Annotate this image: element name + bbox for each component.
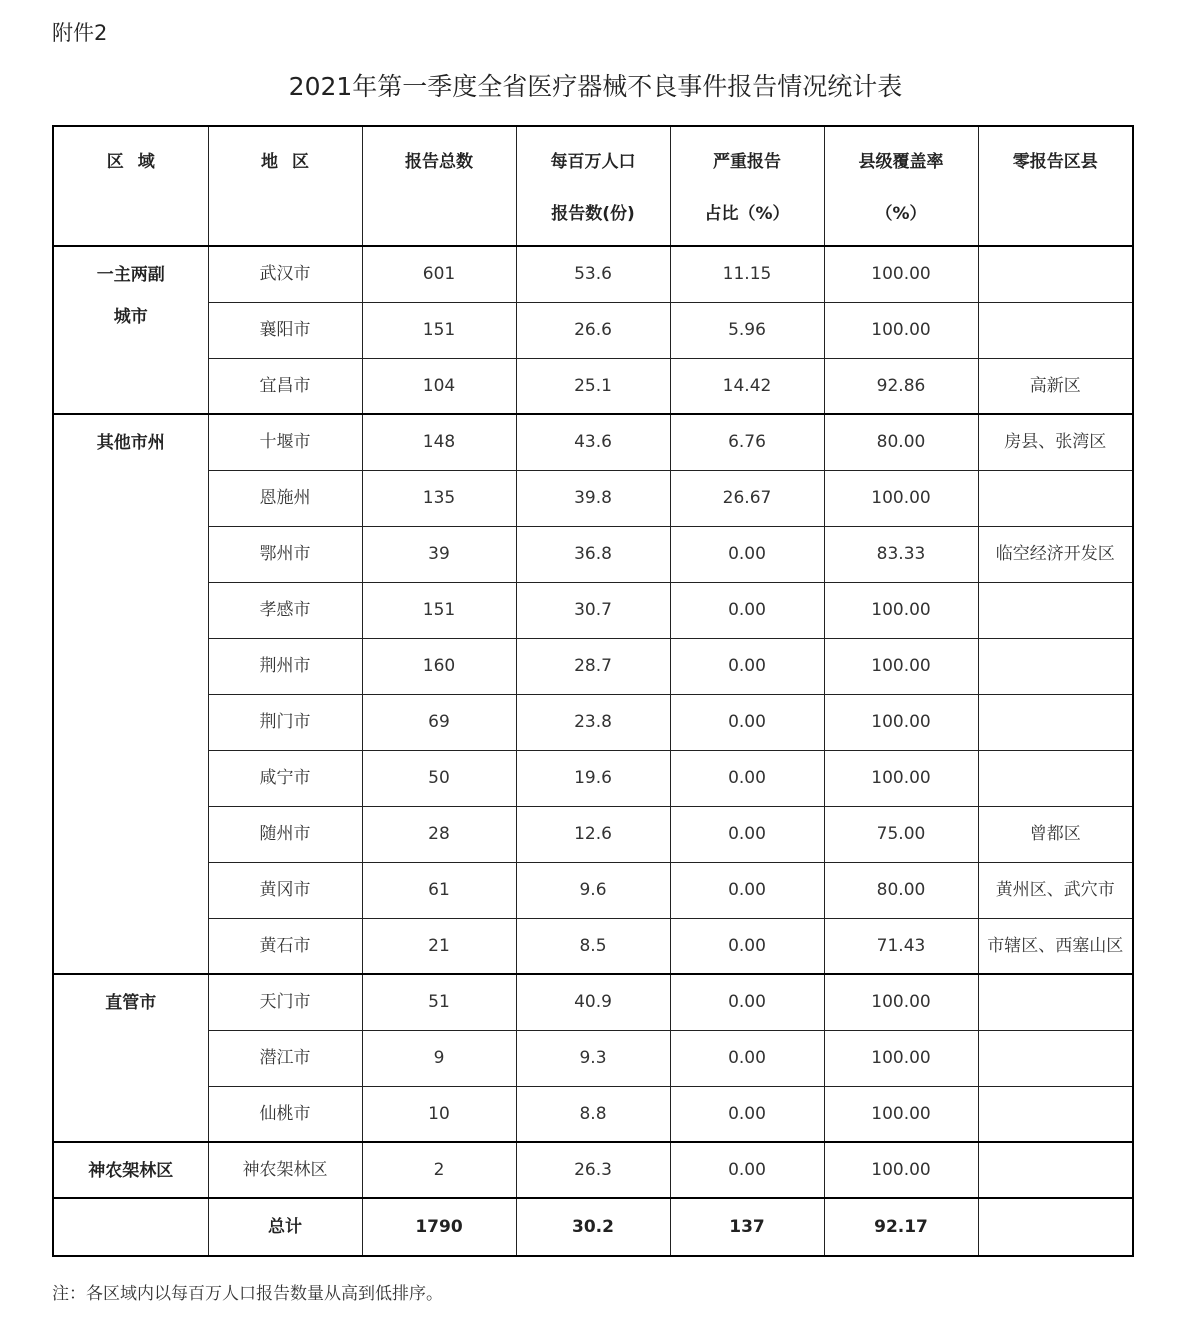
total-label: 总计 — [208, 1198, 362, 1256]
cell-zero-report-counties — [978, 694, 1133, 750]
header-region-label: 区 域 — [106, 152, 155, 172]
cell-area: 咸宁市 — [208, 750, 362, 806]
header-region — [53, 126, 208, 246]
cell-total-reports: 135 — [362, 470, 516, 526]
header-area — [208, 126, 362, 246]
cell-zero-report-counties — [978, 638, 1133, 694]
cell-zero-report-counties: 房县、张湾区 — [978, 414, 1133, 470]
cell-serious-ratio: 0.00 — [670, 694, 824, 750]
cell-total-reports: 39 — [362, 526, 516, 582]
footnote: 注：各区域内以每百万人口报告数量从高到低排序。 — [52, 1284, 443, 1304]
cell-per-million: 19.6 — [516, 750, 670, 806]
table-body — [53, 246, 1133, 1256]
header-zero-report-counties — [978, 126, 1133, 246]
header-per-million — [516, 126, 670, 246]
cell-serious-ratio: 0.00 — [670, 806, 824, 862]
total-county-coverage: 92.17 — [824, 1198, 978, 1256]
cell-total-reports: 104 — [362, 358, 516, 414]
header-total-reports — [362, 126, 516, 246]
cell-zero-report-counties — [978, 302, 1133, 358]
region-label-line: 城市 — [113, 307, 148, 327]
cell-per-million: 26.3 — [516, 1142, 670, 1198]
cell-county-coverage: 100.00 — [824, 302, 978, 358]
cell-total-reports: 28 — [362, 806, 516, 862]
cell-county-coverage: 100.00 — [824, 974, 978, 1030]
cell-total-reports: 148 — [362, 414, 516, 470]
table-row — [53, 974, 1133, 1030]
cell-county-coverage: 71.43 — [824, 918, 978, 974]
cell-serious-ratio: 0.00 — [670, 526, 824, 582]
region-cell — [53, 414, 208, 974]
header-per-million-line1: 每百万人口 — [550, 152, 636, 172]
cell-per-million: 9.6 — [516, 862, 670, 918]
cell-per-million: 8.8 — [516, 1086, 670, 1142]
cell-area: 宜昌市 — [208, 358, 362, 414]
cell-area: 仙桃市 — [208, 1086, 362, 1142]
cell-serious-ratio: 0.00 — [670, 918, 824, 974]
cell-county-coverage: 100.00 — [824, 694, 978, 750]
table-row — [53, 1142, 1133, 1198]
cell-area: 鄂州市 — [208, 526, 362, 582]
cell-serious-ratio: 0.00 — [670, 974, 824, 1030]
cell-total-reports: 151 — [362, 582, 516, 638]
cell-area: 天门市 — [208, 974, 362, 1030]
table-row — [53, 862, 1133, 918]
cell-total-reports: 61 — [362, 862, 516, 918]
cell-per-million: 39.8 — [516, 470, 670, 526]
cell-per-million: 30.7 — [516, 582, 670, 638]
cell-zero-report-counties — [978, 974, 1133, 1030]
cell-county-coverage: 100.00 — [824, 1086, 978, 1142]
table-row — [53, 1086, 1133, 1142]
cell-county-coverage: 75.00 — [824, 806, 978, 862]
cell-county-coverage: 100.00 — [824, 582, 978, 638]
cell-area: 恩施州 — [208, 470, 362, 526]
region-cell — [53, 246, 208, 414]
region-label-line: 神农架林区 — [88, 1161, 174, 1181]
cell-serious-ratio: 0.00 — [670, 862, 824, 918]
table-row — [53, 414, 1133, 470]
table-row — [53, 470, 1133, 526]
cell-per-million: 26.6 — [516, 302, 670, 358]
cell-total-reports: 51 — [362, 974, 516, 1030]
header-county-coverage — [824, 126, 978, 246]
region-label-line: 其他市州 — [96, 433, 165, 453]
cell-total-reports: 69 — [362, 694, 516, 750]
cell-county-coverage: 80.00 — [824, 414, 978, 470]
cell-area: 潜江市 — [208, 1030, 362, 1086]
cell-zero-report-counties — [978, 1142, 1133, 1198]
cell-per-million: 36.8 — [516, 526, 670, 582]
cell-serious-ratio: 6.76 — [670, 414, 824, 470]
table-row — [53, 302, 1133, 358]
total-serious-ratio: 137 — [670, 1198, 824, 1256]
cell-area: 十堰市 — [208, 414, 362, 470]
cell-total-reports: 50 — [362, 750, 516, 806]
cell-serious-ratio: 0.00 — [670, 1142, 824, 1198]
cell-serious-ratio: 5.96 — [670, 302, 824, 358]
cell-county-coverage: 80.00 — [824, 862, 978, 918]
total-region-cell — [53, 1198, 208, 1256]
header-per-million-line2: 报告数(份) — [551, 204, 635, 224]
header-total-reports-label: 报告总数 — [405, 152, 473, 172]
header-serious-ratio-line1: 严重报告 — [713, 152, 781, 172]
cell-zero-report-counties: 黄州区、武穴市 — [978, 862, 1133, 918]
cell-county-coverage: 92.86 — [824, 358, 978, 414]
header-serious-ratio-line2: 占比（%） — [704, 204, 790, 224]
cell-serious-ratio: 14.42 — [670, 358, 824, 414]
header-zero-report-counties-label: 零报告区县 — [1012, 152, 1098, 172]
total-zero-report-counties — [978, 1198, 1133, 1256]
total-row — [53, 1198, 1133, 1256]
header-area-label: 地 区 — [261, 152, 309, 172]
total-per-million: 30.2 — [516, 1198, 670, 1256]
statistics-table — [52, 125, 1134, 1257]
page-title: 2021年第一季度全省医疗器械不良事件报告情况统计表 — [288, 72, 903, 101]
table-row — [53, 526, 1133, 582]
cell-serious-ratio: 0.00 — [670, 638, 824, 694]
header-row — [53, 126, 1133, 246]
table-row — [53, 358, 1133, 414]
table-row — [53, 750, 1133, 806]
cell-total-reports: 9 — [362, 1030, 516, 1086]
cell-total-reports: 601 — [362, 246, 516, 302]
cell-zero-report-counties: 曾都区 — [978, 806, 1133, 862]
cell-per-million: 40.9 — [516, 974, 670, 1030]
table-row — [53, 806, 1133, 862]
cell-per-million: 23.8 — [516, 694, 670, 750]
total-total-reports: 1790 — [362, 1198, 516, 1256]
cell-serious-ratio: 26.67 — [670, 470, 824, 526]
cell-county-coverage: 100.00 — [824, 470, 978, 526]
header-serious-ratio — [670, 126, 824, 246]
table-row — [53, 918, 1133, 974]
cell-per-million: 43.6 — [516, 414, 670, 470]
cell-per-million: 8.5 — [516, 918, 670, 974]
cell-area: 荆门市 — [208, 694, 362, 750]
cell-total-reports: 2 — [362, 1142, 516, 1198]
cell-area: 随州市 — [208, 806, 362, 862]
cell-zero-report-counties — [978, 246, 1133, 302]
region-label-line: 一主两副 — [96, 265, 165, 285]
cell-zero-report-counties: 市辖区、西塞山区 — [978, 918, 1133, 974]
cell-per-million: 9.3 — [516, 1030, 670, 1086]
cell-per-million: 12.6 — [516, 806, 670, 862]
cell-area: 武汉市 — [208, 246, 362, 302]
cell-per-million: 25.1 — [516, 358, 670, 414]
cell-total-reports: 10 — [362, 1086, 516, 1142]
cell-county-coverage: 100.00 — [824, 1142, 978, 1198]
cell-serious-ratio: 0.00 — [670, 1086, 824, 1142]
header-county-coverage-line2: （%） — [875, 204, 927, 224]
cell-zero-report-counties: 临空经济开发区 — [978, 526, 1133, 582]
table-row — [53, 582, 1133, 638]
cell-area: 襄阳市 — [208, 302, 362, 358]
table-row — [53, 246, 1133, 302]
cell-county-coverage: 100.00 — [824, 638, 978, 694]
cell-area: 神农架林区 — [208, 1142, 362, 1198]
table-row — [53, 1030, 1133, 1086]
cell-total-reports: 160 — [362, 638, 516, 694]
cell-area: 黄石市 — [208, 918, 362, 974]
cell-area: 孝感市 — [208, 582, 362, 638]
cell-per-million: 28.7 — [516, 638, 670, 694]
cell-per-million: 53.6 — [516, 246, 670, 302]
cell-zero-report-counties — [978, 750, 1133, 806]
cell-zero-report-counties — [978, 1086, 1133, 1142]
cell-total-reports: 21 — [362, 918, 516, 974]
cell-county-coverage: 100.00 — [824, 1030, 978, 1086]
cell-serious-ratio: 0.00 — [670, 1030, 824, 1086]
table-row — [53, 694, 1133, 750]
region-cell — [53, 974, 208, 1142]
table-header — [53, 126, 1133, 246]
cell-area: 黄冈市 — [208, 862, 362, 918]
region-cell — [53, 1142, 208, 1198]
cell-zero-report-counties — [978, 470, 1133, 526]
cell-serious-ratio: 11.15 — [670, 246, 824, 302]
region-label-line: 直管市 — [105, 993, 157, 1013]
cell-area: 荆州市 — [208, 638, 362, 694]
table-row — [53, 638, 1133, 694]
cell-serious-ratio: 0.00 — [670, 750, 824, 806]
attachment-label: 附件2 — [52, 21, 108, 45]
cell-total-reports: 151 — [362, 302, 516, 358]
cell-zero-report-counties — [978, 582, 1133, 638]
cell-county-coverage: 100.00 — [824, 246, 978, 302]
header-county-coverage-line1: 县级覆盖率 — [858, 152, 944, 172]
cell-county-coverage: 100.00 — [824, 750, 978, 806]
cell-zero-report-counties: 高新区 — [978, 358, 1133, 414]
cell-zero-report-counties — [978, 1030, 1133, 1086]
cell-serious-ratio: 0.00 — [670, 582, 824, 638]
cell-county-coverage: 83.33 — [824, 526, 978, 582]
